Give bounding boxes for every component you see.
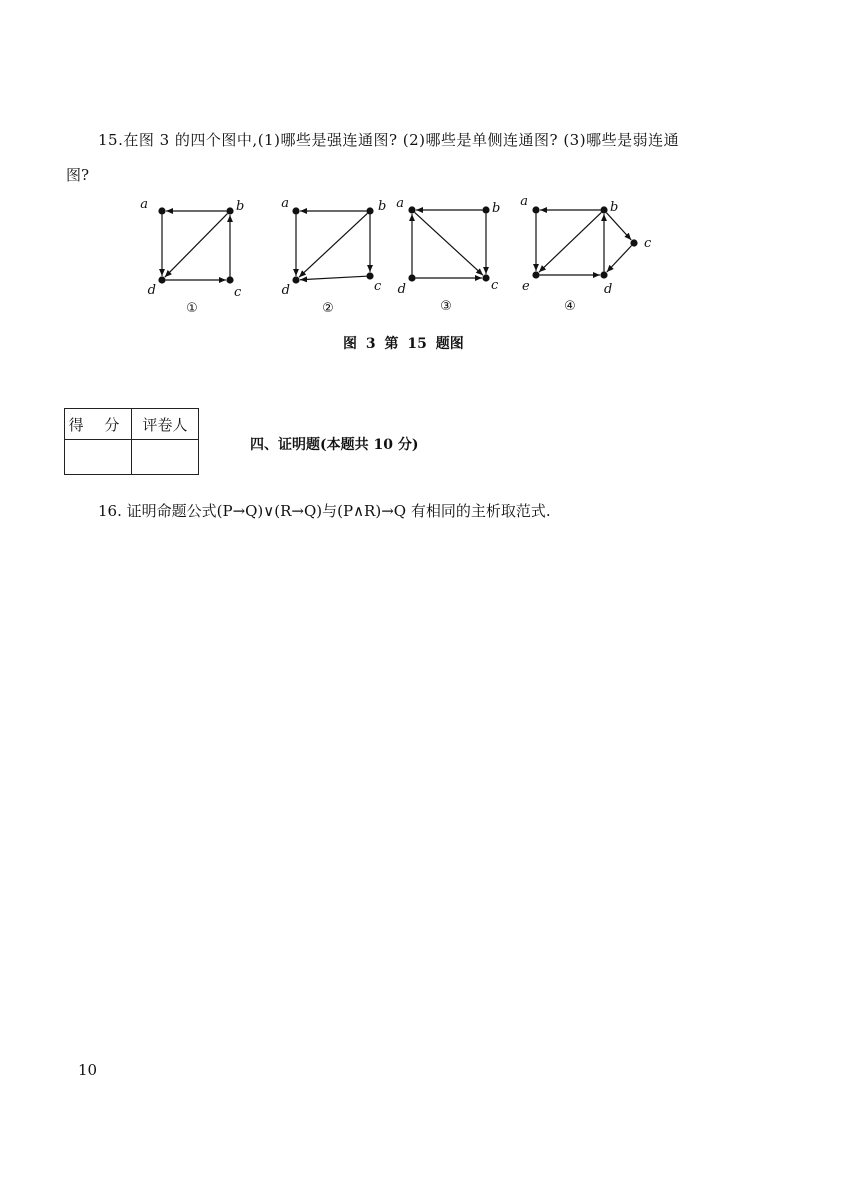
- edge-b-to-e: [539, 212, 601, 272]
- graph-number-label: ③: [440, 299, 452, 314]
- edge-b-to-d: [299, 213, 367, 277]
- vertex-label-d: d: [604, 282, 613, 297]
- graph-1: [140, 197, 244, 316]
- vertex-label-b: b: [378, 199, 387, 214]
- vertex-b: [226, 207, 233, 214]
- edge-a-to-c: [415, 212, 483, 275]
- vertex-label-c: c: [374, 279, 382, 294]
- figure-caption: 图 3 第 15 题图: [343, 336, 464, 352]
- vertex-d: [408, 274, 415, 281]
- vertex-a: [292, 207, 299, 214]
- graph-number-label: ④: [564, 299, 576, 314]
- question-15-text: 15.在图 3 的四个图中,(1)哪些是强连通图? (2)哪些是单侧连通图? (3)哪些是弱连通: [98, 131, 680, 149]
- graph-number-label: ②: [322, 301, 334, 316]
- graph-number-label: ①: [186, 301, 198, 316]
- vertex-b: [482, 206, 489, 213]
- edge-c-to-d: [607, 246, 632, 272]
- score-header: 得 分: [65, 409, 132, 440]
- vertex-label-e: e: [522, 279, 530, 294]
- score-table: [64, 408, 199, 475]
- vertex-c: [630, 239, 637, 246]
- score-cell: [65, 440, 132, 475]
- vertex-b: [600, 206, 607, 213]
- vertex-e: [532, 271, 539, 278]
- vertex-label-a: a: [140, 197, 148, 212]
- vertex-label-c: c: [234, 285, 242, 300]
- vertex-d: [600, 271, 607, 278]
- graph-2: [281, 196, 386, 316]
- vertex-d: [158, 276, 165, 283]
- figure-3: [130, 190, 670, 330]
- vertex-a: [408, 206, 415, 213]
- section-4-title: 四、证明题(本题共 10 分): [250, 437, 419, 453]
- vertex-label-d: d: [281, 283, 290, 298]
- page-number: 10: [78, 1061, 98, 1079]
- grader-header: 评卷人: [132, 409, 199, 440]
- vertex-c: [226, 276, 233, 283]
- question-15-text-continued: 图?: [66, 166, 90, 184]
- vertex-label-b: b: [236, 199, 245, 214]
- vertex-label-a: a: [396, 196, 404, 211]
- edge-c-to-d: [300, 276, 366, 280]
- vertex-label-c: c: [644, 236, 652, 251]
- directed-graphs-figure: [130, 190, 670, 330]
- question-16-text: 16. 证明命题公式(P→Q)∨(R→Q)与(P∧R)→Q 有相同的主析取范式.: [98, 502, 551, 520]
- vertex-a: [532, 206, 539, 213]
- vertex-b: [366, 207, 373, 214]
- edge-b-to-c: [606, 213, 631, 240]
- graph-3: [396, 196, 500, 314]
- vertex-d: [292, 276, 299, 283]
- vertex-label-d: d: [397, 282, 406, 297]
- edge-b-to-d: [165, 214, 228, 278]
- vertex-label-a: a: [520, 194, 528, 209]
- vertex-label-b: b: [610, 200, 619, 215]
- vertex-label-a: a: [281, 196, 289, 211]
- graph-4: [520, 194, 652, 314]
- vertex-c: [366, 272, 373, 279]
- grader-cell: [132, 440, 199, 475]
- vertex-label-c: c: [491, 278, 499, 293]
- vertex-a: [158, 207, 165, 214]
- vertex-label-d: d: [147, 283, 156, 298]
- vertex-label-b: b: [492, 201, 501, 216]
- vertex-c: [482, 274, 489, 281]
